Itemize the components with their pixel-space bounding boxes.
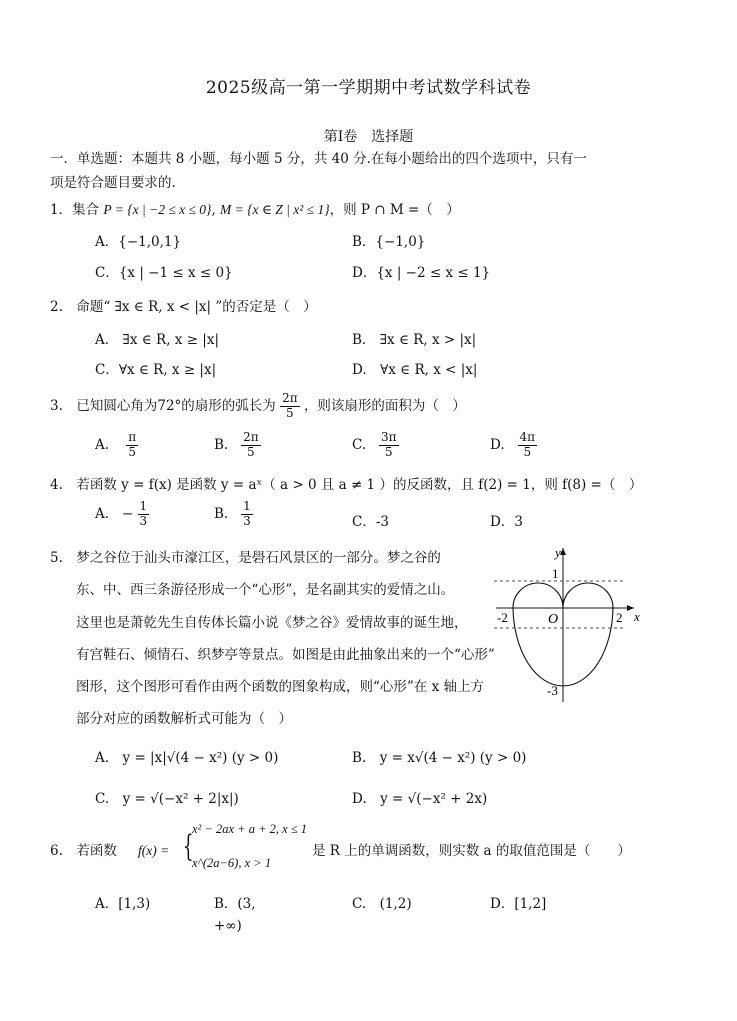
instructions-line2: 项是符合题目要求的. [50, 175, 176, 191]
q3-arc-fraction [280, 392, 300, 421]
q1-set-p: P = {x | −2 ≤ x ≤ 0} [103, 202, 212, 217]
question-3-stem [50, 392, 466, 421]
heart-graph [486, 540, 656, 710]
q3-d-label: D. [490, 436, 505, 453]
q1-set-m: M = {x ∈ Z | x² ≤ 1} [220, 202, 330, 217]
q4-a-den: 3 [139, 513, 148, 528]
q5-option-b[interactable]: B. y = x√(4 − x²) (y > 0) [352, 750, 527, 766]
y-axis-label: y [555, 545, 561, 560]
q1-prefix: 1．集合 [50, 202, 100, 218]
q1-ask: ，则 P ∩ M =（ ） [329, 202, 460, 218]
q3-c-label: C. [352, 436, 367, 453]
q5-option-a[interactable]: A. y = |x|√(4 − x²) (y > 0) [95, 750, 279, 766]
q6-brace: { [183, 829, 194, 864]
q4-option-c[interactable]: C．-3 [352, 514, 389, 530]
question-4-stem: 4. 若函数 y = f(x) 是函数 y = aˣ（ a > 0 且 a ≠ 1 ）的反函数，且 f(2) = 1，则 f(8) =（ ） [50, 477, 643, 493]
q3-stem-a: 3. 已知圆心角为72°的扇形的弧长为 [50, 397, 276, 414]
q5-line3: 这里也是萧乾先生自传体长篇小说《梦之谷》爱情故事的诞生地， [76, 615, 468, 631]
q3-arc-den: 5 [286, 405, 294, 420]
q1-option-a[interactable]: A．{−1,0,1} [95, 234, 182, 250]
q5-line4: 有宫鞋石、倾情石、织梦亭等景点。如图是由此抽象出来的一个“心形” [76, 647, 495, 663]
q2-option-a[interactable]: A. ∃x ∈ R, x ≥ |x| [95, 332, 220, 348]
q3-a-num: π [128, 430, 137, 444]
q4-b-den: 3 [243, 513, 251, 528]
q6-piece2: x^(2a−6), x > 1 [192, 856, 272, 870]
page-title: 2025级高一第一学期期中考试数学科试卷 [205, 78, 532, 98]
label-bottom: -3 [547, 683, 558, 698]
question-1-stem: 1．集合 P = {x | −2 ≤ x ≤ 0}, M = {x ∈ Z | x² ≤ 1}，则 P ∩ M =（ ） [50, 202, 460, 218]
y-axis-arrow [560, 548, 566, 555]
q4-a-num: 1 [139, 499, 148, 513]
q5-line1: 5. 梦之谷位于汕头市濠江区，是礐石风景区的一部分。梦之谷的 [50, 550, 441, 566]
q3-a-den: 5 [128, 444, 136, 459]
q2-option-b[interactable]: B. ∃x ∈ R, x > |x| [352, 332, 477, 348]
q6-option-c[interactable]: C. (1,2) [352, 896, 412, 912]
q3-stem-b: ，则该扇形的面积为（ ） [303, 397, 466, 414]
q5-line5: 图形，这个图形可看作由两个函数的图象构成，则“心形”在 x 轴上方 [76, 679, 484, 695]
q3-arc-num: 2π [282, 391, 298, 405]
q5-option-d[interactable]: D. y = √(−x² + 2x) [352, 791, 488, 807]
section-title: 第Ⅰ卷 选择题 [323, 129, 414, 145]
q3-d-den: 5 [523, 444, 532, 459]
q6-prefix: 6. 若函数 [50, 843, 117, 859]
label-right: 2 [616, 610, 623, 625]
q4-b-num: 1 [243, 499, 251, 513]
q1-option-c[interactable]: C．{x | −1 ≤ x ≤ 0} [95, 265, 233, 281]
q4-b-label: B. [214, 505, 229, 522]
q6-fx: f(x) = [138, 843, 170, 858]
q4-a-label: A. [95, 505, 110, 522]
q1-option-b[interactable]: B．{−1,0} [352, 234, 426, 250]
q3-c-fraction [379, 431, 399, 460]
q4-b-fraction [241, 500, 253, 529]
x-axis-arrow [627, 605, 634, 611]
q2-option-d[interactable]: D. ∀x ∈ R, x < |x| [352, 362, 478, 378]
q3-c-num: 3π [381, 430, 397, 444]
q4-a-sign: − [121, 505, 134, 522]
q3-option-d[interactable] [490, 431, 537, 460]
question-2-stem: 2. 命题“ ∃x ∈ R, x < |x| ”的否定是（ ） [50, 299, 317, 315]
q5-option-c[interactable]: C. y = √(−x² + 2|x|) [95, 791, 239, 807]
label-top: 1 [552, 566, 559, 581]
q6-option-d[interactable]: D．[1,2] [490, 896, 547, 912]
q5-line6: 部分对应的函数解析式可能为（ ） [76, 711, 292, 727]
q3-d-fraction [518, 431, 538, 460]
q3-option-a[interactable] [95, 431, 138, 460]
q6-stem: 是 R 上的单调函数，则实数 a 的取值范围是（ ） [312, 843, 631, 859]
q3-b-num: 2π [243, 430, 259, 444]
q3-a-label: A. [95, 436, 110, 453]
q3-b-fraction [241, 431, 261, 460]
q5-line2: 东、中、西三条游径形成一个“心形”，是名副其实的爱情之山。 [76, 582, 455, 598]
q3-d-num: 4π [519, 430, 536, 444]
q3-b-den: 5 [247, 444, 255, 459]
x-axis-label: x [634, 609, 640, 624]
label-left: -2 [497, 610, 508, 625]
q4-option-b[interactable] [214, 500, 253, 529]
q6-piece1: x² − 2ax + a + 2, x ≤ 1 [192, 822, 308, 836]
q3-c-den: 5 [384, 444, 393, 459]
q2-option-c[interactable]: C．∀x ∈ R, x ≥ |x| [95, 362, 217, 378]
q3-a-fraction [126, 431, 138, 460]
q3-b-label: B. [214, 436, 229, 453]
q3-option-c[interactable] [352, 431, 399, 460]
q6-option-b-line1[interactable]: B．(3, [214, 896, 256, 912]
origin-label: O [548, 612, 559, 627]
q4-option-a[interactable] [95, 500, 149, 529]
q3-option-b[interactable] [214, 431, 261, 460]
q1-option-d[interactable]: D．{x | −2 ≤ x ≤ 1} [352, 265, 491, 281]
instructions-line1: 一．单选题：本题共 8 小题，每小题 5 分，共 40 分.在每小题给出的四个选项中，只有一 [50, 151, 587, 167]
q6-option-b-line2[interactable]: +∞) [214, 918, 242, 934]
q6-option-a[interactable]: A．[1,3) [95, 896, 151, 912]
q4-a-fraction [138, 500, 150, 529]
q4-option-d[interactable]: D．3 [490, 514, 523, 530]
